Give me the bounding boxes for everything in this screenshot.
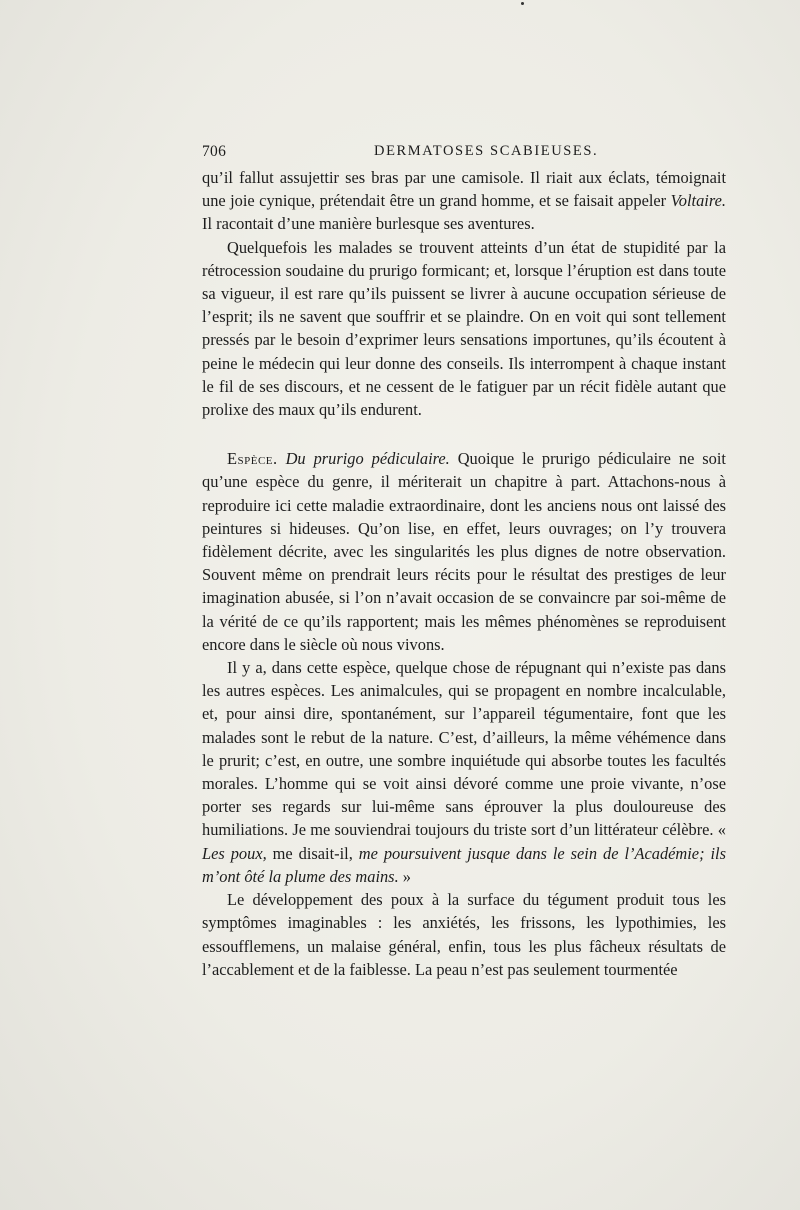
body-text — [202, 166, 726, 981]
paragraph-3-text: Quoique le prurigo pédiculaire ne soit qu’une espèce du genre, il mériterait un chapitre à part. Attachons-nous à reproduire ici cette maladie extraordinaire, dont les anciens nous ont laissé des peintures si hideuses. Qu’on lise, en effet, leurs ouvrages; on l’y trouvera fidèlement décrite, avec les singularités les plus dignes de notre observation. Souvent même on prendrait leurs récits pour le résultat des prestiges de leur imagination abusée, si l’on n’avait occasion de se convaincre par soi-même de la vérité de ce qu’ils rapportent; mais les mêmes phénomènes se reproduisent encore dans le siècle où nous vivons. — [202, 449, 726, 654]
paragraph-1 — [202, 166, 726, 236]
page-number: 706 — [202, 143, 227, 160]
paragraph-4-text: Il y a, dans cette espèce, quelque chose de répugnant qui n’existe pas dans les autres espèces. Les animalcules, qui se propagent en nombre incalculable, et, pour ainsi dire, spontanément, sur l’appareil tégumentaire, font que les malades sont le rebut de la nature. C’est, d’ailleurs, la même véhémence dans le prurit; c’est, en outre, une sombre inquiétude qui absorbe toutes les facultés morales. L’homme qui se voit ainsi dévoré comme une proie vivante, n’ose porter ses regards sur lui-même sans éprouver la plus douloureuse des humiliations. Je me souviendrai toujours du triste sort d’un littérateur célèbre. « — [202, 658, 726, 840]
paragraph-1-italic-name: Voltaire. — [670, 191, 726, 211]
section-gap — [202, 421, 726, 447]
paragraph-5: Le développement des poux à la surface du tégument produit tous les symptômes imaginables : les anxiétés, les frissons, les lypothimies, les essoufflemens, un malaise général, enfin, tous les plus fâcheux résultats de l’accablement et de la faiblesse. La peau n’est pas seulement tourmentée — [202, 890, 726, 979]
ink-speck — [521, 2, 524, 5]
quote-attribution: me disait-il, — [266, 843, 359, 863]
quote-close: » — [398, 866, 411, 886]
paragraph-1-text: qu’il fallut assujettir ses bras par une camisole. Il riait aux éclats, témoignait une joie cynique, prétendait être un grand homme, et se faisait appeler — [202, 168, 726, 211]
page-header — [202, 143, 726, 167]
running-head: DERMATOSES SCABIEUSES. — [374, 143, 599, 159]
paragraph-3 — [202, 447, 726, 656]
paragraph-4 — [202, 656, 726, 888]
quote-part-1: Les poux, — [202, 843, 267, 863]
section-title: Du prurigo pédiculaire. — [285, 449, 450, 469]
paragraph-2: Quelquefois les malades se trouvent atteints d’un état de stupidité par la rétrocession soudaine du prurigo formicant; et, lorsque l’éruption est dans toute sa vigueur, il est rare qu’ils puissent se livrer à aucune occupation sérieuse de l’esprit; ils ne savent que souffrir et se plaindre. On en voit qui sont tellement pressés par le besoin d’exprimer leurs sensations importunes, qu’ils écoutent à peine le médecin qui leur donne des conseils. Ils interrompent à chaque instant le fil de ses discours, et ne cessent de le fatiguer par un récit fidèle autant que prolixe des maux qu’ils endurent. — [202, 237, 726, 420]
section-label: Espèce. — [227, 449, 278, 469]
quote-part-2: me poursuivent jusque dans le sein de l’Académie; ils m’ont ôté la plume des mains. — [202, 843, 726, 886]
paragraph-1-end: Il racontait d’une manière burlesque ses aventures. — [202, 214, 535, 234]
